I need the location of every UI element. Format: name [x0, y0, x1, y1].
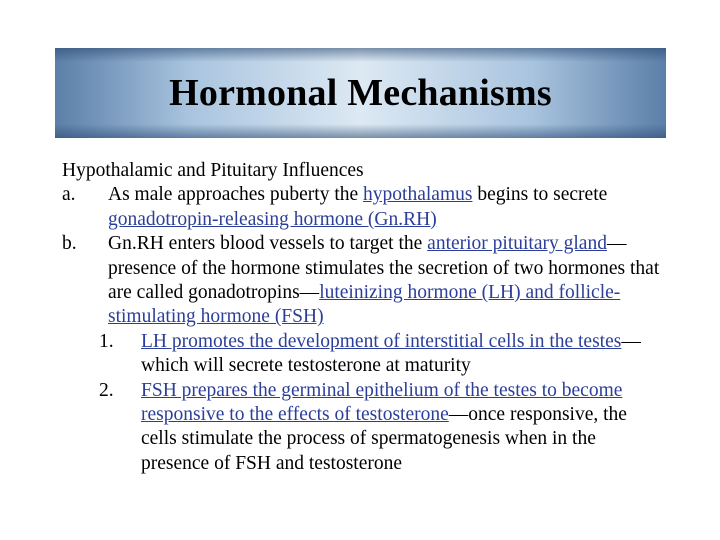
plain-text: —which will secrete testosterone at maturity — [141, 330, 641, 377]
sublist-item-text — [141, 330, 662, 379]
hypothalamus-link[interactable]: hypothalamus — [363, 184, 473, 206]
plain-text: begins to secrete — [472, 184, 608, 206]
plain-text: Gn.RH enters blood vessels to target the — [108, 233, 428, 255]
slide-title: Hormonal Mechanisms — [169, 72, 552, 114]
slide-body — [62, 159, 662, 476]
lh-development-link[interactable]: LH promotes the development of interstitial cells in the testes — [141, 330, 622, 352]
plain-text: —once responsive, the cells stimulate the process of spermatogenesis when in the presence of FSH and testosterone — [141, 404, 627, 474]
anterior-pituitary-link[interactable]: anterior pituitary gland — [427, 233, 607, 255]
sublist-item-1 — [62, 330, 662, 379]
sublist-marker: 1. — [99, 330, 114, 352]
fsh-germinal-link[interactable]: FSH prepares the germinal epithelium of the testes to become responsive to the effects of testosterone — [141, 379, 623, 426]
list-item-text — [108, 183, 662, 232]
list-marker: a. — [62, 184, 76, 206]
sublist-item-2 — [62, 379, 662, 477]
title-banner — [55, 48, 666, 138]
list-item-b — [62, 232, 662, 330]
list-marker: b. — [62, 233, 77, 255]
list-item-text — [108, 232, 662, 330]
plain-text: —presence of the hormone stimulates the secretion of two hormones that are called gonadotropins— — [108, 233, 660, 304]
list-item-a — [62, 183, 662, 232]
gnrh-link[interactable]: gonadotropin-releasing hormone (Gn.RH) — [108, 208, 437, 230]
sublist-item-text — [141, 379, 662, 477]
plain-text: As male approaches puberty the — [108, 184, 364, 206]
section-heading: Hypothalamic and Pituitary Influences — [62, 160, 364, 181]
lh-fsh-link[interactable]: luteinizing hormone (LH) and follicle-stimulating hormone (FSH) — [108, 282, 621, 328]
sublist-marker: 2. — [99, 379, 114, 401]
